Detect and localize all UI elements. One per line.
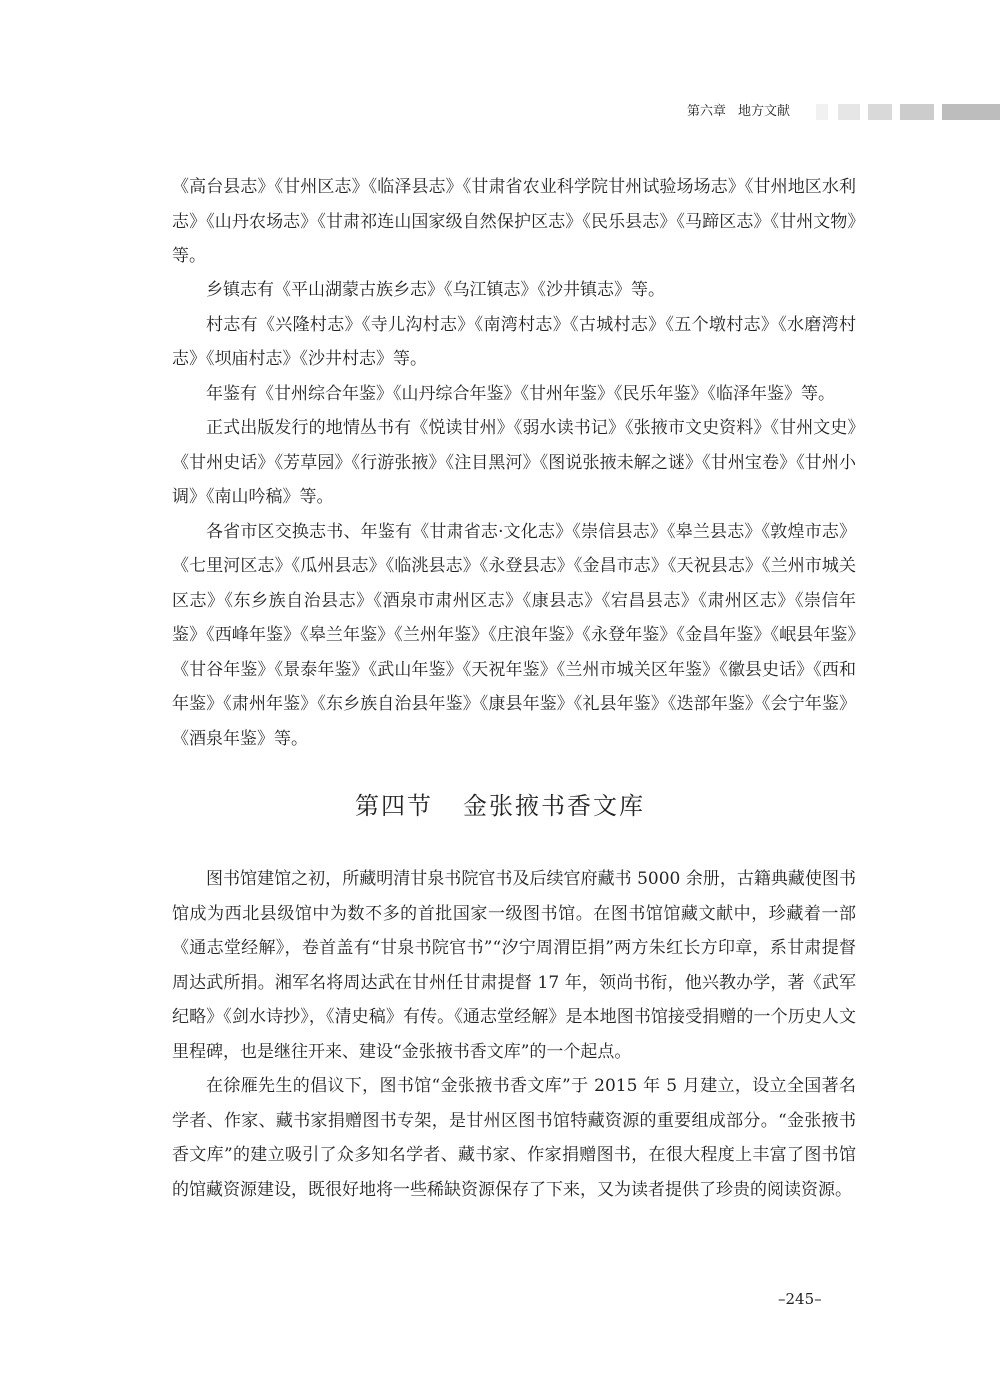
library-section-paragraphs [172,862,856,1207]
paragraph-establish: 在徐雁先生的倡议下，图书馆“金张掖书香文库”于 2015 年 5 月建立，设立全国著名学者、作家、藏书家捐赠图书专架，是甘州区图书馆特藏资源的重要组成部分。“金张掖书香文库”的建立吸引了众多知名学者、藏书家、作家捐赠图书，在很大程度上丰富了图书馆的馆藏资源建设，既很好地将一些稀缺资源保存了下来，又为读者提供了珍贵的阅读资源。 [172,1076,856,1200]
page-number: –245– [778,1290,822,1308]
local-records-paragraphs [172,273,856,756]
paragraph-village: 村志有《兴隆村志》《寺儿沟村志》《南湾村志》《古城村志》《五个墩村志》《水磨湾村志》《坝庙村志》《沙井村志》等。 [172,314,856,369]
paragraph-township: 乡镇志有《平山湖蒙古族乡志》《乌江镇志》《沙井镇志》等。 [206,280,665,300]
header-bar [942,104,1000,120]
paragraph-continued: 《高台县志》《甘州区志》《临泽县志》《甘肃省农业科学院甘州试验场场志》《甘州地区水利志》《山丹农场志》《甘肃祁连山国家级自然保护区志》《民乐县志》《马蹄区志》《甘州文物》等。 [172,177,856,266]
header-bar [868,104,892,120]
header-label [687,102,790,122]
section-number: 第四节 [355,792,433,820]
paragraph-series: 正式出版发行的地情丛书有《悦读甘州》《弱水读书记》《张掖市文史资料》《甘州文史》《甘州史话》《芳草园》《行游张掖》《注目黑河》《图说张掖未解之谜》《甘州宝卷》《甘州小调》《南山吟稿》等。 [172,418,856,507]
continued-paragraph-block [172,170,856,274]
section-title: 金张掖书香文库 [463,792,645,820]
header-title: 地方文献 [738,104,791,119]
running-header [0,102,1000,122]
paragraph-library: 图书馆建馆之初，所藏明清甘泉书院官书及后续官府藏书 5000 余册，古籍典藏使图书馆成为西北县级馆中为数不多的首批国家一级图书馆。在图书馆馆藏文献中，珍藏着一部《通志堂经解》，卷首盖有“甘泉书院官书”“汐宁周渭臣捐”两方朱红长方印章，系甘肃提督周达武所捐。湘军名将周达武在甘州任甘肃提督 17 年，领尚书衔，他兴教办学，著《武军纪略》《剑水诗抄》，《清史稿》有传。《通志堂经解》是本地图书馆接受捐赠的一个历史人文里程碑，也是继往开来、建设“金张掖书香文库”的一个起点。 [172,869,856,1062]
paragraph-yearbook: 年鉴有《甘州综合年鉴》《山丹综合年鉴》《甘州年鉴》《民乐年鉴》《临泽年鉴》等。 [206,383,835,404]
section-heading [0,786,1000,826]
header-chapter: 第六章 [687,104,727,119]
header-bar [816,104,828,120]
header-bar [838,104,860,120]
header-bar [900,104,934,120]
paragraph-exchange: 各省市区交换志书、年鉴有《甘肃省志·文化志》《崇信县志》《皋兰县志》《敦煌市志》《七里河区志》《瓜州县志》《临洮县志》《永登县志》《金昌市志》《天祝县志》《兰州市城关区志》《东乡族自治县志》《酒泉市肃州区志》《康县志》《宕昌县志》《肃州区志》《崇信年鉴》《西峰年鉴》《皋兰年鉴》《兰州年鉴》《庄浪年鉴》《永登年鉴》《金昌年鉴》《岷县年鉴》《甘谷年鉴》《景泰年鉴》《武山年鉴》《天祝年鉴》《兰州市城关区年鉴》《徽县史话》《西和年鉴》《肃州年鉴》《东乡族自治县年鉴》《康县年鉴》《礼县年鉴》《迭部年鉴》《会宁年鉴》《酒泉年鉴》等。 [172,521,856,749]
